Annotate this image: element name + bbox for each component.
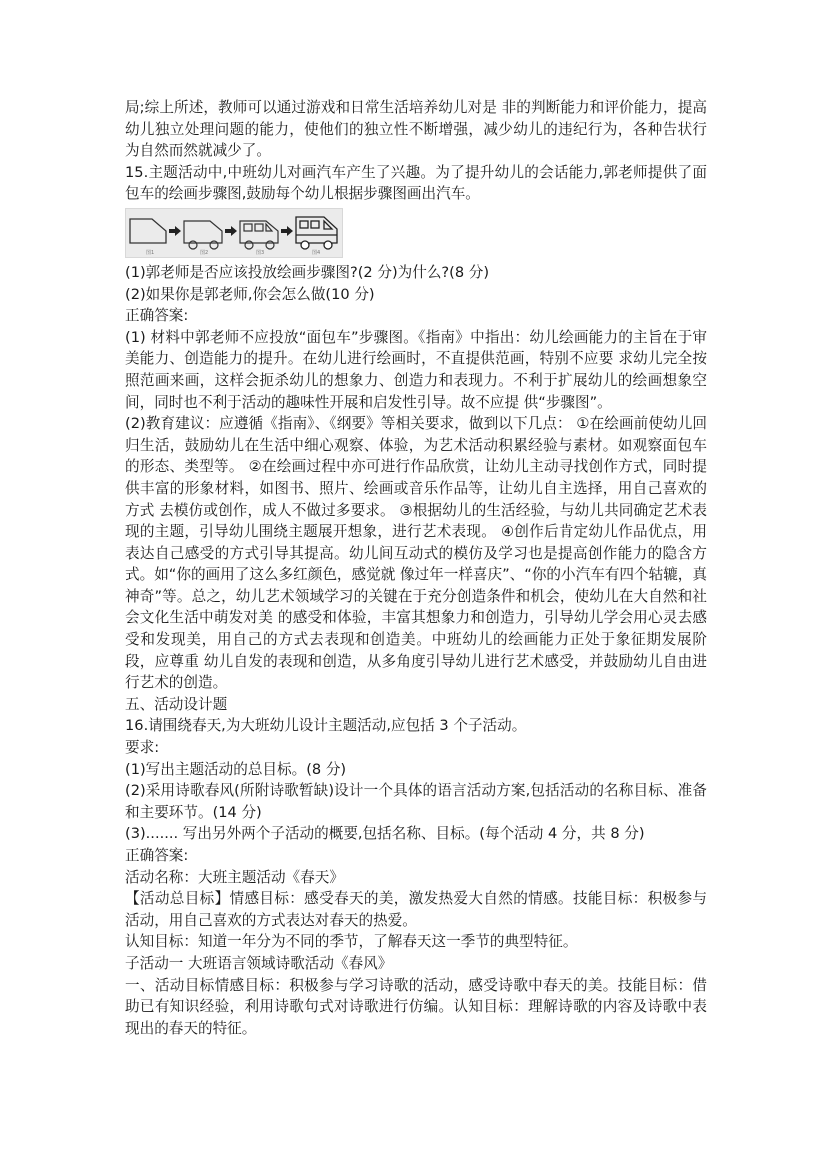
sub-activity-1-goals: 一、活动目标情感目标：积极参与学习诗歌的活动，感受诗歌中春天的美。技能目标：借助已有知识经验，利用诗歌句式对诗歌进行仿编。认知目标：理解诗歌的内容及诗歌中表现出的春天的特征。 [125, 976, 707, 1037]
question-15-sub-1: (1)郭老师是否应该投放绘画步骤图?(2 分)为什么?(8 分) [125, 263, 490, 281]
question-16: 16.请围绕春天,为大班幼儿设计主题活动,应包括 3 个子活动。 [125, 717, 527, 735]
question-15-sub-2: (2)如果你是郭老师,你会怎么做(10 分) [125, 285, 375, 303]
drawing-steps-figure-row [125, 208, 707, 258]
step-1-outline [130, 219, 166, 243]
activity-name: 活动名称：大班主题活动《春天》 [125, 868, 344, 886]
requirements-label: 要求: [125, 739, 160, 757]
caption-step-4: 图4 [312, 249, 321, 256]
answer-heading: 正确答案: [125, 307, 189, 325]
paragraph-conclusion: 局;综上所述，教师可以通过游戏和日常生活培养幼儿对是 非的判断能力和评价能力，提高幼儿独立处理问题的能力，使他们的独立性不断增强，减少幼儿的违纪行为，各种告状行为自然而然就减少了。 [125, 99, 707, 160]
question-15: 15.主题活动中,中班幼儿对画汽车产生了兴趣。为了提升幼儿的会话能力,郭老师提供了面包车的绘画步骤图,鼓励每个幼儿根据步骤图画出汽车。 [125, 163, 707, 203]
caption-step-1: 图1 [146, 249, 155, 256]
requirement-3: (3)....... 写出另外两个子活动的概要,包括名称、目标。(每个活动 4 分，共 8 分) [125, 825, 645, 843]
caption-step-3: 图3 [256, 249, 265, 256]
caption-step-2: 图2 [200, 249, 209, 256]
document-body [125, 97, 707, 1039]
cognitive-goal: 认知目标：知道一年分为不同的季节，了解春天这一季节的典型特征。 [125, 933, 578, 951]
arrow-icon [169, 226, 181, 236]
section-heading-activity-design: 五、活动设计题 [125, 695, 228, 713]
sub-activity-1-title: 子活动一 大班语言领域诗歌活动《春风》 [125, 954, 393, 972]
answer-15-part-1: (1) 材料中郭老师不应投放“面包车”步骤图。《指南》中指出：幼儿绘画能力的主旨在于审美能力、创造能力的提升。在幼儿进行绘画时，不直提供范画，特别不应要 求幼儿完全按照范画来画，这样会扼杀幼儿的想象力、创造力和表现力。不利于扩展幼儿的绘画想象空间，同时也不利于活动的趣味性开展和启发性引导。故不应提 供“步骤图”。 [125, 328, 707, 411]
arrow-icon [225, 226, 237, 236]
van-drawing-steps-figure [125, 208, 343, 258]
van-steps-illustration [126, 209, 342, 257]
step-3-windows [240, 221, 278, 249]
requirement-1: (1)写出主题活动的总目标。(8 分) [125, 760, 347, 778]
answer-heading: 正确答案: [125, 847, 189, 864]
activity-overall-goals: 【活动总目标】情感目标：感受春天的美，激发热爱大自然的情感。技能目标：积极参与活动，用自己喜欢的方式表达对春天的热爱。 [125, 890, 707, 929]
requirement-2: (2)采用诗歌春风(所附诗歌暂缺)设计一个具体的语言活动方案,包括活动的名称目标、准备和主要环节。(14 分) [125, 782, 707, 821]
arrow-icon [281, 226, 293, 236]
step-4-finished-van [296, 217, 337, 249]
answer-15-part-2: (2)教育建议：应遵循《指南》、《纲要》等相关要求，做到以下几点： ①在绘画前使幼儿回归生活，鼓励幼儿在生活中细心观察、体验，为艺术活动积累经验与素材。如观察面包车的形态、类型等。 ②在绘画过程中亦可进行作品欣赏，让幼儿主动寻找创作方式，同时提供丰富的形象材料，如图书、照片、绘画或音乐作品等，让幼儿自主选择，用自己喜欢的方式 去模仿或创作，成人不做过多要求。 ③根据幼儿的生活经验，与幼儿共同确定艺术表现的主题，引导幼儿围绕主题展开想象，进行艺术表现。 ④创作后肯定幼儿作品优点，用表达自己感受的方式引导其提高。幼儿间互动式的模仿及学习也是提高创作能力的隐含方式。如“你的画用了这么多红颜色，感觉就 像过年一样喜庆”、“你的小汽车有四个轱辘，真神奇”等。总之，幼儿艺术领域学习的关键在于充分创造条件和机会，使幼儿在大自然和社会文化生活中萌发对美 的感受和体验，丰富其想象力和创造力，引导幼儿学会用心灵去感受和发现美，用自己的方式去表现和创造美。中班幼儿的绘画能力正处于象征期发展阶段，应尊重 幼儿自发的表现和创造，从多角度引导幼儿进行艺术感受，并鼓励幼儿自由进行艺术的创造。 [125, 415, 707, 692]
step-2-wheels [184, 221, 222, 249]
